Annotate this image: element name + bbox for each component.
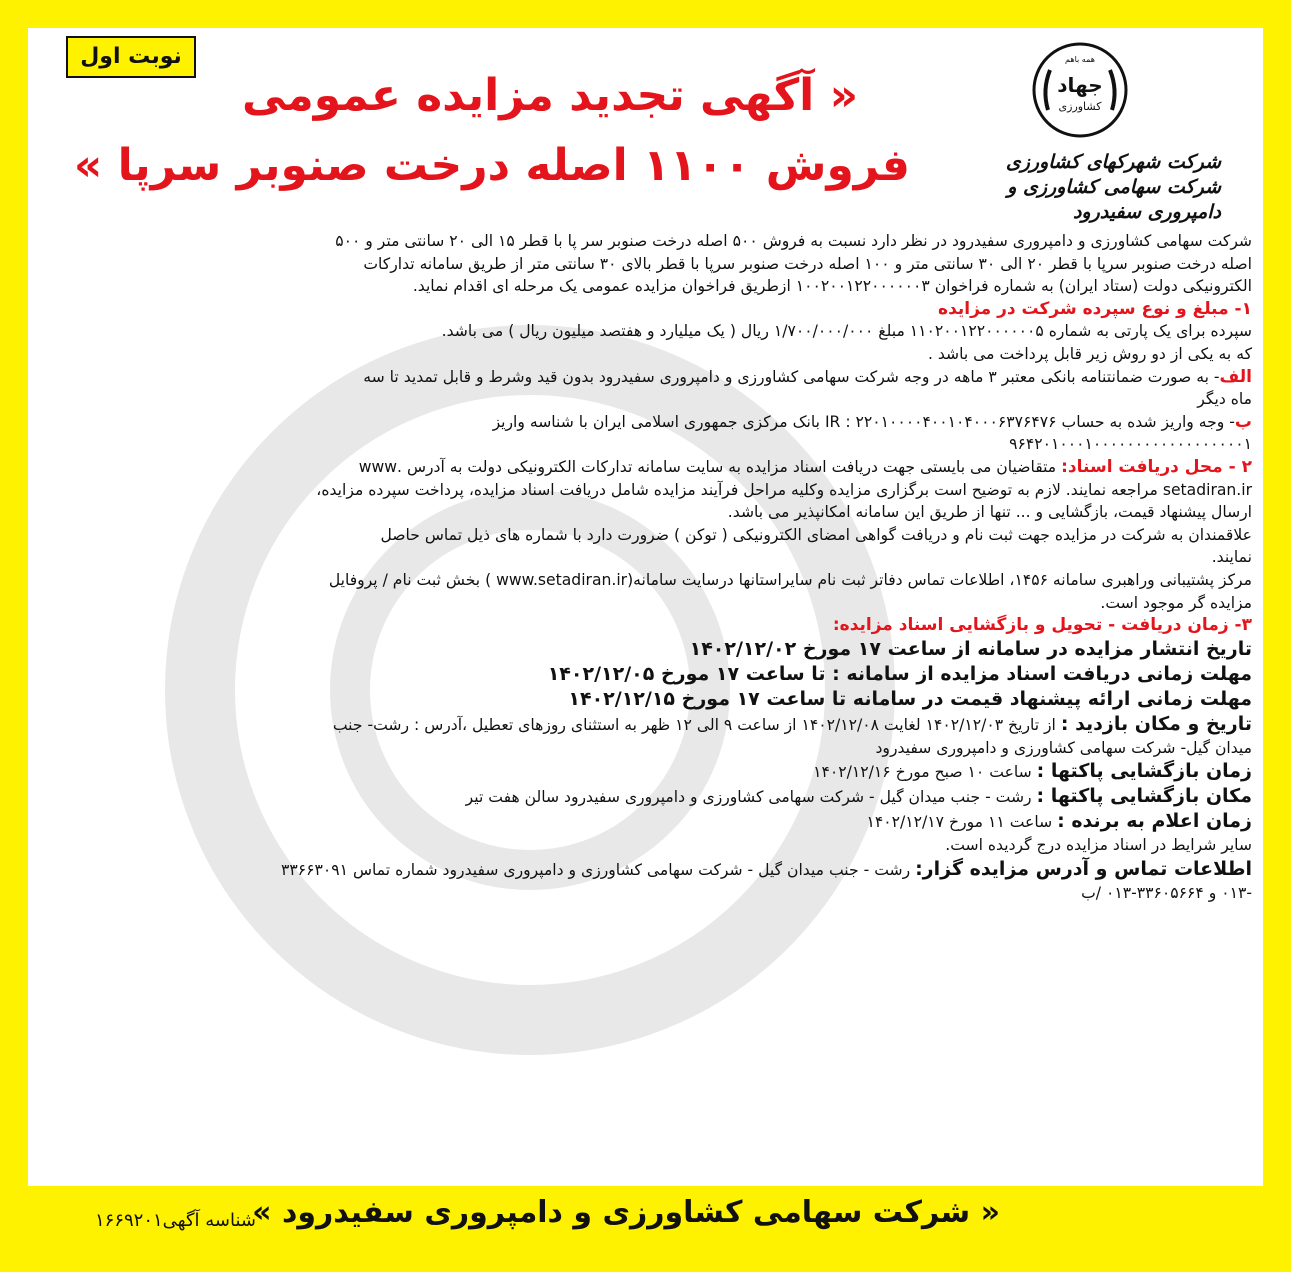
intro-line3: الکترونیکی دولت (ستاد ایران) به شماره فراخوان ۱۰۰۲۰۰۱۲۲۰۰۰۰۰۰۳ ازطریق فراخوان مزایده عمومی یک مرحله ای اقدام نماید. bbox=[412, 277, 1252, 296]
visit-row bbox=[42, 712, 1252, 737]
footer-company-name: « شرکت سهامی کشاورزی و دامپروری سفیدرود » bbox=[252, 1195, 1000, 1230]
contact-text1: رشت - جنب میدان گیل - شرکت سهامی کشاورزی و دامپروری سفیدرود شماره تماس ۳۳۶۶۳۰۹۱ bbox=[281, 860, 911, 879]
ad-id: شناسه آگهی۱۶۶۹۲۰۱ bbox=[94, 1210, 256, 1231]
winner-row bbox=[42, 809, 1252, 834]
section2-line3: ارسال پیشنهاد قیمت، بازگشایی و ... تنها از طریق این سامانه امکانپذیر می باشد. bbox=[727, 503, 1252, 522]
option-alef-line2: ماه دیگر bbox=[1197, 390, 1252, 409]
section2-line6: مرکز پشتیبانی وراهبری سامانه ۱۴۵۶، اطلاعات تماس دفاتر ثبت نام سایراستانها درسایت سامانه(www.setadiran.ir ) بخش ثبت نام / پروفایل bbox=[328, 570, 1252, 589]
section2-line7: مزایده گر موجود است. bbox=[1100, 593, 1252, 612]
bid-deadline: مهلت زمانی ارائه پیشنهاد قیمت در سامانه تا ساعت ۱۷ مورخ ۱۴۰۲/۱۲/۱۵ bbox=[568, 687, 1252, 710]
ad-title-line1: « آگهی تجدید مزایده عمومی bbox=[241, 70, 859, 121]
section2-line1-row bbox=[42, 456, 1252, 479]
intro-line1: شرکت سهامی کشاورزی و دامپروری سفیدرود در نظر دارد نسبت به فروش ۵۰۰ اصله درخت صنوبر سر پا با قطر ۱۵ الی ۲۰ سانتی متر و ۵۰۰ bbox=[335, 232, 1252, 250]
contact-label: اطلاعات تماس و آدرس مزایده گزار: bbox=[915, 857, 1252, 880]
visit-text1: از تاریخ ۱۴۰۲/۱۲/۰۳ لغایت ۱۴۰۲/۱۲/۰۸ از ساعت ۹ الی ۱۲ ظهر به استثنای روزهای تعطیل ،آدرس : رشت- جنب bbox=[332, 715, 1056, 734]
doc-deadline: مهلت زمانی دریافت اسناد مزایده از سامانه : تا ساعت ۱۷ مورخ ۱۴۰۲/۱۲/۰۵ bbox=[547, 662, 1252, 685]
option-be-text: - وجه واریز شده به حساب IR : ۲۲۰۱۰۰۰۰۴۰۰۱۰۴۰۰۰۶۳۷۶۴۷۶ بانک مرکزی جمهوری اسلامی ایران با شناسه واریز bbox=[492, 412, 1235, 431]
opening-time-value: ساعت ۱۰ صبح مورخ ۱۴۰۲/۱۲/۱۶ bbox=[813, 763, 1032, 782]
section2-line1: متقاضیان می بایستی جهت دریافت اسناد مزایده به سایت سامانه تدارکات الکترونیکی دولت به آدرس .www bbox=[358, 457, 1057, 476]
publish-date: تاریخ انتشار مزایده در سامانه از ساعت ۱۷ مورخ ۱۴۰۲/۱۲/۰۲ bbox=[689, 637, 1252, 660]
winner-value: ساعت ۱۱ مورخ ۱۴۰۲/۱۲/۱۷ bbox=[866, 813, 1053, 832]
section2-line5: نمایند. bbox=[1211, 548, 1252, 567]
option-be-label: ب bbox=[1234, 411, 1252, 432]
logo-top-text: همه باهم bbox=[1065, 55, 1095, 64]
opening-time-row bbox=[42, 759, 1252, 784]
section1-line1: سپرده برای یک پارتی به شماره ۱۱۰۲۰۰۱۲۲۰۰۰۰۰۰۵ مبلغ ۱/۷۰۰/۰۰۰/۰۰۰ ریال ( یک میلیارد و هفتصد میلیون ریال ) می باشد. bbox=[441, 322, 1252, 341]
ad-body bbox=[42, 230, 1252, 904]
visit-text2: میدان گیل- شرکت سهامی کشاورزی و دامپروری سفیدرود bbox=[875, 738, 1252, 757]
ad-title-line2: فروش ۱۱۰۰ اصله درخت صنوبر سرپا » bbox=[73, 140, 910, 191]
first-round-badge: نوبت اول bbox=[66, 36, 196, 78]
opening-place-row bbox=[42, 784, 1252, 809]
option-be bbox=[42, 411, 1252, 434]
section1-line2: که به یکی از دو روش زیر قابل پرداخت می باشد . bbox=[927, 344, 1252, 363]
option-alef bbox=[42, 366, 1252, 389]
other-terms: سایر شرایط در اسناد مزایده درج گردیده است. bbox=[945, 836, 1252, 855]
option-alef-text: - به صورت ضمانتنامه بانکی معتبر ۳ ماهه در وجه شرکت سهامی کشاورزی و دامپروری سفیدرود بدون قید وشرط و قابل تمدید تا سه bbox=[363, 367, 1220, 386]
section2-line4: علاقمندان به شرکت در مزایده جهت ثبت نام و دریافت گواهی امضای الکترونیکی ( توکن ) ضرورت دارد با شماره های ذیل تماس حاصل bbox=[380, 525, 1252, 544]
option-alef-label: الف bbox=[1219, 366, 1252, 387]
opening-time-label: زمان بازگشایی پاکتها : bbox=[1036, 760, 1252, 783]
section2-heading: ۲ - محل دریافت اسناد: bbox=[1061, 456, 1252, 477]
signature-line1: شرکت شهرکهای کشاورزی bbox=[1005, 151, 1221, 173]
intro-line2: اصله درخت صنوبر سرپا با قطر ۲۰ الی ۳۰ سانتی متر و ۱۰۰ اصله درخت صنوبر سرپا با قطر بالای ۳۰ سانتی متر از طریق سامانه تدارکات bbox=[363, 254, 1252, 273]
company-signature bbox=[971, 150, 1221, 225]
signature-line2: شرکت سهامی کشاورزی و دامپروری سفیدرود bbox=[1007, 176, 1221, 223]
logo-main-text: جهاد bbox=[1057, 73, 1103, 97]
opening-place-value: رشت - جنب میدان گیل - شرکت سهامی کشاورزی و دامپروری سفیدرود سالن هفت تیر bbox=[465, 788, 1032, 807]
section1-heading: ۱- مبلغ و نوع سپرده شرکت در مزایده bbox=[938, 298, 1252, 319]
section2-line2: setadiran.ir مراجعه نمایند. لازم به توضیح است برگزاری مزایده وکلیه مراحل فرآیند مزایده شامل دریافت اسناد مزایده، پرداخت سپرده مزایده، bbox=[316, 480, 1252, 499]
visit-label: تاریخ و مکان بازدید : bbox=[1060, 712, 1252, 735]
winner-label: زمان اعلام به برنده : bbox=[1057, 810, 1252, 833]
opening-place-label: مکان بازگشایی پاکتها : bbox=[1036, 785, 1252, 808]
deposit-id: ۹۶۴۲۰۱۰۰۰۱۰۰۰۰۰۰۰۰۰۰۰۰۰۰۰۰۰۰۱ bbox=[1009, 435, 1252, 454]
section3-heading: ۳- زمان دریافت - تحویل و بازگشایی اسناد مزایده: bbox=[832, 615, 1252, 636]
logo-bottom-text: کشاورزی bbox=[1058, 100, 1102, 113]
jahad-logo bbox=[1030, 40, 1130, 140]
contact-row bbox=[42, 857, 1252, 882]
contact-text2: -۰۱۳ و ۳۳۶۰۵۶۶۴-۰۱۳ /ب bbox=[1081, 883, 1252, 902]
